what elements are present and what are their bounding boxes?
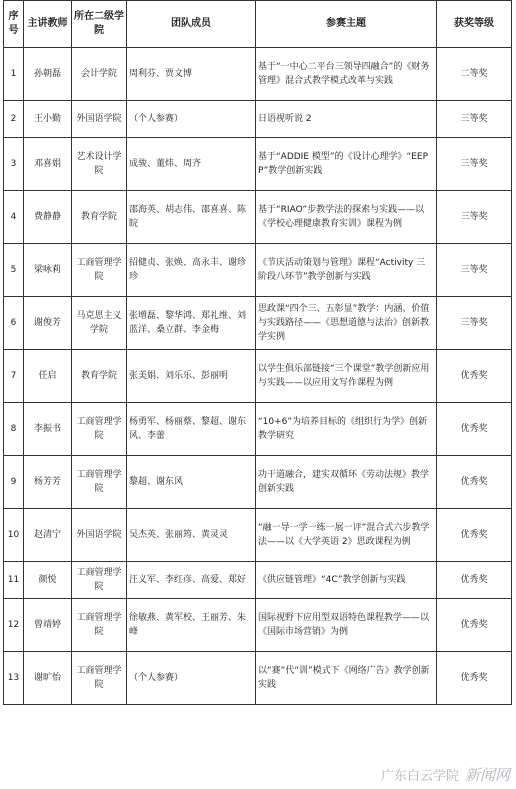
- row-college: 工商管理学院: [72, 403, 127, 456]
- row-members: 邵海英、胡志伟、邵喜喜、陈皖: [127, 191, 256, 244]
- watermark: [381, 764, 510, 785]
- table-row: [4, 350, 512, 403]
- header-teacher: 主讲教师: [24, 1, 72, 48]
- row-college: 外国语学院: [72, 101, 127, 138]
- header-topic: 参赛主题: [256, 1, 437, 48]
- row-topic: 功干道融合，建实双循环《劳动法规》教学创新实践: [256, 456, 437, 509]
- row-award: 三等奖: [437, 244, 512, 297]
- row-teacher: 李振书: [24, 403, 72, 456]
- row-college: 马克思主义学院: [72, 297, 127, 350]
- row-members: 徐敏燕、黄军校、王丽芳、朱峰: [127, 599, 256, 652]
- table-row: [4, 138, 512, 191]
- row-index: 4: [4, 191, 24, 244]
- row-award: 优秀奖: [437, 403, 512, 456]
- table-row: [4, 456, 512, 509]
- row-topic: “10+6”为培养目标的《组织行为学》创新教学研究: [256, 403, 437, 456]
- header-award: 获奖等级: [437, 1, 512, 48]
- row-index: 9: [4, 456, 24, 509]
- row-index: 10: [4, 509, 24, 562]
- row-award: 优秀奖: [437, 509, 512, 562]
- row-topic: 《节庆活动策划与管理》课程“Activity 三阶段八环节”教学创新与实践: [256, 244, 437, 297]
- row-award: 三等奖: [437, 191, 512, 244]
- row-index: 11: [4, 562, 24, 599]
- row-teacher: 王小勤: [24, 101, 72, 138]
- row-teacher: 赵清宁: [24, 509, 72, 562]
- row-award: 优秀奖: [437, 350, 512, 403]
- row-teacher: 谢俊芳: [24, 297, 72, 350]
- row-college: 工商管理学院: [72, 562, 127, 599]
- row-index: 8: [4, 403, 24, 456]
- row-college: 教育学院: [72, 350, 127, 403]
- row-topic: 以学生俱乐部链接“三个课堂”教学创新应用与实践——以应用文写作课程为例: [256, 350, 437, 403]
- table-row: [4, 297, 512, 350]
- row-members: 招健贞、张焕、高永丰、谢珍珍: [127, 244, 256, 297]
- row-award: 优秀奖: [437, 456, 512, 509]
- row-teacher: 梁咏莉: [24, 244, 72, 297]
- row-members: 周利芬、贾文博: [127, 48, 256, 101]
- row-topic: 日语视听说 2: [256, 101, 437, 138]
- row-index: 13: [4, 652, 24, 705]
- watermark-news: 新闻网: [464, 766, 510, 784]
- header-college: 所在二级学院: [72, 1, 127, 48]
- header-index: 序号: [4, 1, 24, 48]
- row-topic: 国际视野下应用型双语特色课程教学——以《国际市场营销》为例: [256, 599, 437, 652]
- row-index: 5: [4, 244, 24, 297]
- row-teacher: 孙朝磊: [24, 48, 72, 101]
- row-teacher: 邓喜娟: [24, 138, 72, 191]
- row-award: 二等奖: [437, 48, 512, 101]
- row-index: 2: [4, 101, 24, 138]
- row-college: 外国语学院: [72, 509, 127, 562]
- award-table-container: [3, 0, 512, 705]
- row-members: 吴杰英、张丽筠、黄灵灵: [127, 509, 256, 562]
- table-row: [4, 652, 512, 705]
- row-college: 工商管理学院: [72, 456, 127, 509]
- row-index: 3: [4, 138, 24, 191]
- row-topic: 基于“一中心二平台三领导四融合”的《财务管理》混合式教学模式改革与实践: [256, 48, 437, 101]
- row-index: 7: [4, 350, 24, 403]
- row-teacher: 谢旷怡: [24, 652, 72, 705]
- row-members: 杨勇军、杨丽蔡、黎超、谢东风、李蕾: [127, 403, 256, 456]
- row-teacher: 杨芳芳: [24, 456, 72, 509]
- row-topic: 思政课“四个三、五彰显”教学：内涵、价值与实践路径——《思想道德与法治》创新教学实例: [256, 297, 437, 350]
- row-index: 12: [4, 599, 24, 652]
- row-members: 张增磊、黎华鸿、郑礼维、刘蓝洋、桑立群、李金梅: [127, 297, 256, 350]
- row-college: 艺术设计学院: [72, 138, 127, 191]
- row-index: 6: [4, 297, 24, 350]
- table-row: [4, 509, 512, 562]
- watermark-school: 广东白云学院: [380, 769, 459, 784]
- header-row: [4, 1, 512, 48]
- row-teacher: 颜悦: [24, 562, 72, 599]
- row-members: 成骏、董炜、周齐: [127, 138, 256, 191]
- row-topic: 基于“ADDIE 模型”的《设计心理学》“EEPP”教学创新实践: [256, 138, 437, 191]
- table-row: [4, 48, 512, 101]
- table-row: [4, 403, 512, 456]
- row-college: 工商管理学院: [72, 599, 127, 652]
- header-members: 团队成员: [127, 1, 256, 48]
- table-row: [4, 599, 512, 652]
- row-award: 优秀奖: [437, 652, 512, 705]
- row-members: （个人参赛）: [127, 101, 256, 138]
- row-topic: 以“赛”代“训”模式下《网络广告》教学创新实践: [256, 652, 437, 705]
- award-table: [3, 0, 512, 705]
- row-award: 优秀奖: [437, 599, 512, 652]
- row-college: 教育学院: [72, 191, 127, 244]
- table-row: [4, 101, 512, 138]
- row-topic: 基于“RIAO”步教学法的探索与实践——以《学校心理健康教育实训》课程为例: [256, 191, 437, 244]
- row-topic: “融一导一学一练一展一评”混合式六步教学法——以《大学英语 2》思政课程为例: [256, 509, 437, 562]
- row-members: 张美娟、刘乐乐、彭丽明: [127, 350, 256, 403]
- row-award: 三等奖: [437, 138, 512, 191]
- row-index: 1: [4, 48, 24, 101]
- row-topic: 《供应链管理》“4C”教学创新与实践: [256, 562, 437, 599]
- table-row: [4, 191, 512, 244]
- row-award: 优秀奖: [437, 562, 512, 599]
- table-row: [4, 562, 512, 599]
- row-teacher: 曾靖婷: [24, 599, 72, 652]
- table-row: [4, 244, 512, 297]
- row-college: 工商管理学院: [72, 244, 127, 297]
- row-college: 工商管理学院: [72, 652, 127, 705]
- row-teacher: 费静静: [24, 191, 72, 244]
- row-members: 汪义军、李红彦、高爱、郑好: [127, 562, 256, 599]
- row-award: 三等奖: [437, 297, 512, 350]
- row-members: 黎超、谢东风: [127, 456, 256, 509]
- row-award: 三等奖: [437, 101, 512, 138]
- row-members: （个人参赛）: [127, 652, 256, 705]
- row-college: 会计学院: [72, 48, 127, 101]
- row-teacher: 任启: [24, 350, 72, 403]
